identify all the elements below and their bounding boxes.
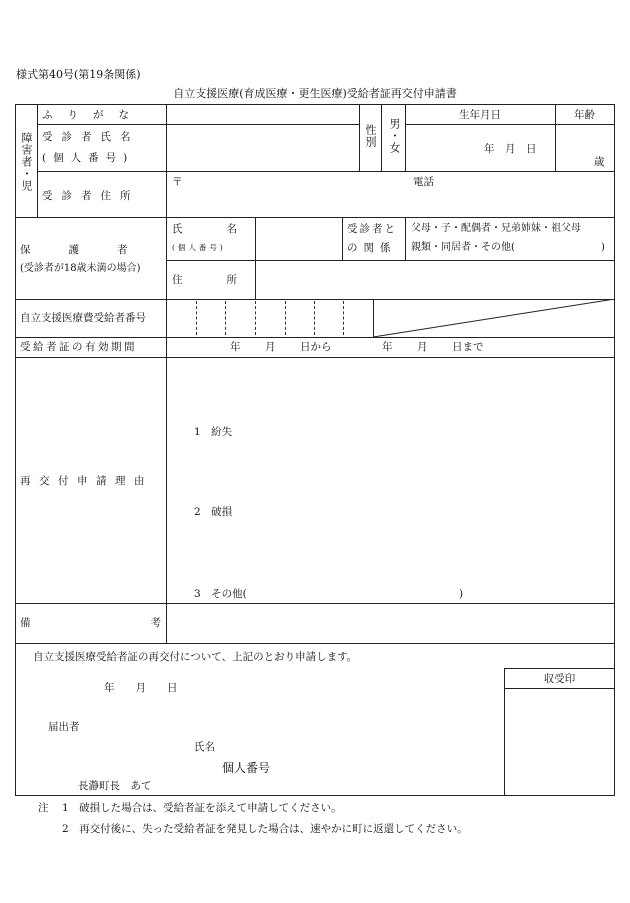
patient-address-label: 受診者住所 bbox=[42, 190, 140, 202]
validity-to-day: 日まで bbox=[452, 341, 484, 353]
validity-from-year: 年 bbox=[230, 341, 241, 353]
recipient-number-label: 自立支援医療費受給者番号 bbox=[20, 312, 146, 324]
note-1: 1 破損した場合は、受給者証を添えて申請してください。 bbox=[62, 802, 342, 814]
notes-prefix: 注 bbox=[38, 802, 49, 814]
age-label: 年齢 bbox=[574, 109, 595, 121]
validity-to-year: 年 bbox=[382, 341, 393, 353]
applicant-name-label: 氏名 bbox=[194, 741, 215, 753]
relation-close: ) bbox=[601, 242, 605, 253]
relation-label-2: の関係 bbox=[347, 242, 397, 254]
relation-label-1: 受診者と bbox=[347, 223, 397, 235]
reason-item-other: 3 その他( bbox=[194, 588, 247, 600]
sex-options: 男・女 bbox=[388, 118, 401, 154]
validity-to-month: 月 bbox=[417, 341, 428, 353]
remarks-label: 備考 bbox=[20, 617, 281, 629]
reason-other-close: ) bbox=[459, 588, 464, 600]
sex-label: 性別 bbox=[364, 124, 377, 148]
addressee: 長瀞町長 あて bbox=[78, 780, 152, 792]
reason-label: 再交付申請理由 bbox=[20, 475, 153, 487]
postal-mark: 〒 bbox=[172, 176, 183, 188]
birthdate-label: 生年月日 bbox=[459, 109, 501, 121]
guardian-address-label: 住所 bbox=[172, 274, 281, 286]
relation-options-1: 父母・子・配偶者・兄弟姉妹・祖父母 bbox=[411, 223, 581, 234]
diagonal-strike bbox=[373, 299, 615, 337]
form-number: 様式第40号(第19条関係) bbox=[16, 68, 141, 81]
applicant-label: 届出者 bbox=[48, 721, 80, 733]
birthdate-ymd: 年 月 日 bbox=[484, 143, 537, 155]
reason-item-lost: 1 紛失 bbox=[194, 426, 233, 438]
stamp-label: 収受印 bbox=[543, 673, 576, 685]
furigana-text: ふりがな bbox=[42, 109, 144, 121]
reason-item-damaged: 2 破損 bbox=[194, 506, 233, 518]
validity-from-day: 日から bbox=[300, 341, 332, 353]
furigana-label bbox=[42, 109, 160, 121]
note-2: 2 再交付後に、失った受給者証を発見した場合は、速やかに町に返還してください。 bbox=[62, 823, 468, 835]
application-date: 年 月 日 bbox=[104, 682, 178, 694]
applicant-personal-no-label: 個人番号 bbox=[222, 761, 271, 775]
patient-section-label: 障害者・児 bbox=[20, 132, 33, 192]
patient-personal-no-label: (個人番号) bbox=[42, 152, 135, 164]
validity-from-month: 月 bbox=[265, 341, 276, 353]
guardian-label: 保護者 bbox=[20, 244, 166, 256]
guardian-name-label: 氏名 bbox=[172, 223, 281, 235]
patient-name-label: 受診者氏名 bbox=[42, 131, 140, 143]
relation-options-2: 親類・同居者・その他( bbox=[411, 242, 515, 253]
declaration-text: 自立支援医療受給者証の再交付について、上記のとおり申請します。 bbox=[33, 651, 358, 663]
age-unit: 歳 bbox=[594, 156, 605, 168]
validity-label: 受給者証の有効期間 bbox=[20, 341, 137, 353]
guardian-personal-no-label: (個人番号) bbox=[172, 243, 226, 252]
form-title: 自立支援医療(育成医療・更生医療)受給者証再交付申請書 bbox=[173, 87, 457, 100]
guardian-note: (受診者が18歳未満の場合) bbox=[20, 263, 141, 274]
phone-label: 電話 bbox=[413, 176, 434, 188]
